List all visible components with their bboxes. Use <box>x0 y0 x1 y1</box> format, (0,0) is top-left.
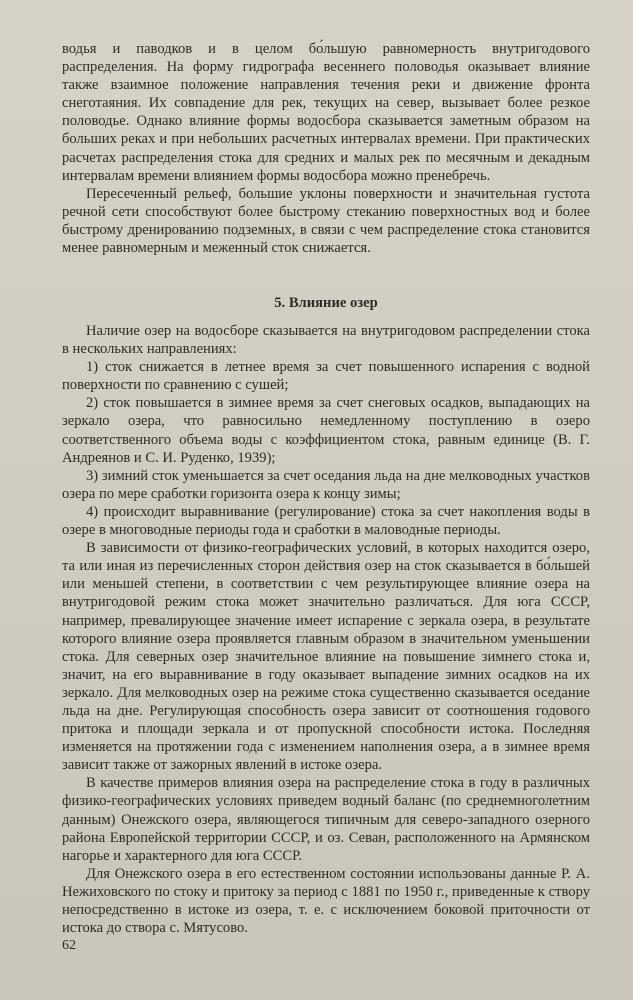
page-number: 62 <box>62 938 76 953</box>
top-text-block <box>62 40 590 257</box>
section-text-block <box>62 322 590 937</box>
section-heading: 5. Влияние озер <box>274 295 378 311</box>
paragraph: Для Онежского озера в его естественном состоянии использованы данные Р. А. Нежиховского по стоку и притоку за период с 1881 по 1950 г., приведенные к створу непосредственно в истоке из озера, т. е. с исключением боковой приточности от истока до створа с. Мятусово. <box>62 865 590 937</box>
list-item: 3) зимний сток уменьшается за счет оседания льда на дне мелководных участков озера по мере сработки горизонта озера к концу зимы; <box>62 467 590 502</box>
paragraph: В зависимости от физико-географических условий, в которых находится озеро, та или иная из перечисленных сторон действия озер на сток сказывается в бо́льшей или меньшей степени, в соответствии с чем результирующее влияние озера на внутригодовой режим стока может значительно различаться. Для юга СССР, например, превалирующее значение имеет испарение с зеркала озера, в результате которого влияние озера проявляется главным образом в значительном уменьшении стока. Для северных озер значительное влияние на повышение зимнего стока и, значит, на его выравнивание в году оказывает выпадение зимних осадков на их зеркало. Для мелководных озер на режиме стока существенно сказывается оседание льда на дне. Регулирующая способность озера зависит от соотношения годового притока и площади зеркала и от пропускной способности истока. Последняя изменяется на протяжении года с изменением наполнения озера, а в зимнее время зависит также от зажорных явлений в истоке озера. <box>62 540 590 774</box>
list-item: 1) сток снижается в летнее время за счет повышенного испарения с водной поверхности по сравнению с сушей; <box>62 359 590 394</box>
paragraph: водья и паводков и в целом бо́льшую равномерность внутригодового распределения. На форму гидрографа весеннего половодья оказывает влияние также взаимное положение направления течения реки и движение фронта снеготаяния. Их совпадение для рек, текущих на север, вызывает более резкое половодье. Однако влияние формы водосбора сказывается заметным образом на больших реках и при небольших расчетных интервалах времени. При практических расчетах распределения стока для средних и малых рек по месячным и декадным интервалам времени влиянием формы водосбора можно пренебречь. <box>62 41 590 184</box>
list-item: 4) происходит выравнивание (регулирование) стока за счет накопления воды в озере в многоводные периоды года и сработки в маловодные периоды. <box>62 503 590 539</box>
paragraph: В качестве примеров влияния озера на распределение стока в году в различных физико-географических условиях приведем водный баланс (по среднемноголетним данным) Онежского озера, являющегося типичным для северо-западного озерного района Европейской территории СССР, и оз. Севан, расположенного на Армянском нагорье и характерного для юга СССР. <box>62 775 590 864</box>
paragraph: Наличие озер на водосборе сказывается на внутригодовом распределении стока в нескольких направлениях: <box>62 323 590 358</box>
list-item: 2) сток повышается в зимнее время за счет снеговых осадков, выпадающих на зеркало озера, что равносильно немедленному поступлению в озеро соответственного объема воды с коэффициентом стока, равным единице (В. Г. Андреянов и С. И. Руденко, 1939); <box>62 395 590 466</box>
paragraph: Пересеченный рельеф, большие уклоны поверхности и значительная густота речной сети способствуют более быстрому стеканию поверхностных вод и более быстрому дренированию подземных, в связи с чем распределение стока становится менее равномерным и меженный сток снижается. <box>62 185 590 257</box>
